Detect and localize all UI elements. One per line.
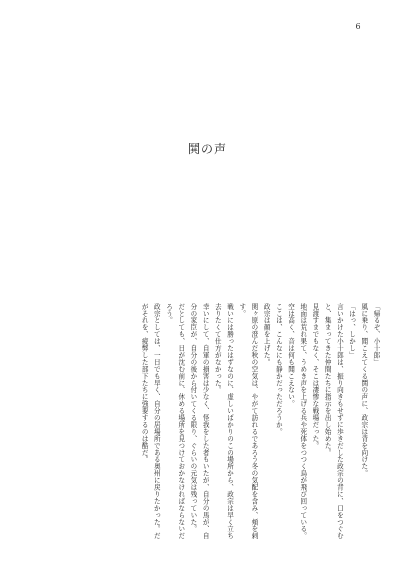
paragraph: 地面は荒れ果て、うめき声を上げる兵や死体をつつく鳥が飛び回っている。 bbox=[298, 303, 307, 540]
paragraph: 「はっ、しかし」 bbox=[347, 303, 356, 359]
paragraph: 言いかけた小十郎は、振り向きもせずに歩きだした政宗の背に、口をつぐむと、集まってきた仲間たちに指示を出し始めた。 bbox=[323, 303, 344, 540]
paragraph: 見渡すまでもなく、そこは凄惨な戦場だった。 bbox=[310, 303, 319, 449]
chapter-title: 鬨の声 bbox=[188, 142, 228, 156]
paragraph: 幸いにして、自軍の損害は少なく、怪我をした者もいたが、自分の馬が、自分の家臣が、自分の後から付いてくる限り、ぐらいの元気は残っていた。 bbox=[188, 303, 210, 540]
paragraph: 空は高く、音は何も聞こえない。 bbox=[286, 303, 295, 408]
paragraph: 関ヶ原の澄んだ秋の空気は、やがて訪れるであろう冬の気配を含み、頬を刺す。 bbox=[237, 303, 258, 540]
paragraph: 政宗としては、一日でも早く、自分の居場所である奥州に戻りたかった。だがそれを、疲弊した部下たちに強要するのは酷だ。 bbox=[140, 303, 161, 540]
paragraph: だとしても、日が沈む前に、休める場所を見つけておかなければならないだろう。 bbox=[164, 303, 185, 540]
paragraph: 「帰るぞ、小十郎」 bbox=[372, 303, 380, 366]
paragraph: 風に乗り、聞こえてくる鬨の声に、政宗は背を向けた。 bbox=[359, 303, 368, 477]
paragraph: 政宗は顔を上げた。 bbox=[262, 303, 271, 366]
paragraph: ここは、こんなにも静かだっただろうか。 bbox=[274, 303, 283, 436]
paragraph: 戦いには勝ったはずなのに、虚しいばかりのこの場所から、政宗は早く立ち去りたくて仕方がなかった。 bbox=[213, 303, 234, 540]
page-number: 6 bbox=[355, 22, 361, 31]
body-text bbox=[40, 303, 382, 541]
